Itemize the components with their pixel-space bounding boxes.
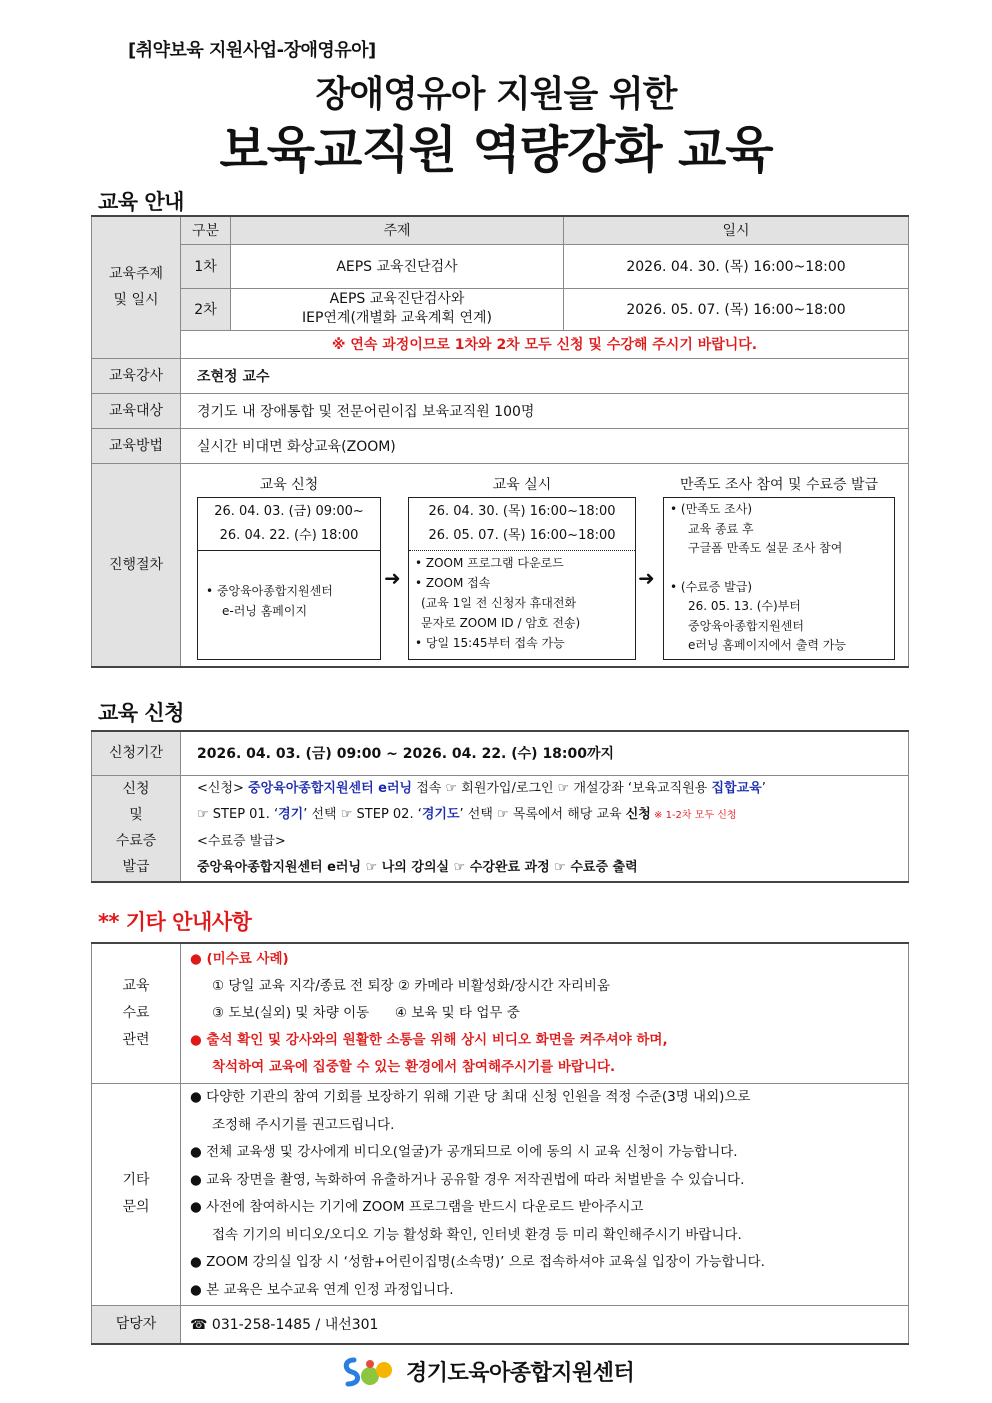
period-label: 신청기간 (92, 731, 181, 775)
apply-steps (181, 775, 909, 882)
apply-line4: 중앙육아종합지원센터 e러닝 ☞ 나의 강의실 ☞ 수강완료 과정 ☞ 수료증 출력 (197, 859, 638, 875)
method: 실시간 비대면 화상교육(ZOOM) (181, 428, 909, 463)
step3-item4: • (수료증 발급) (670, 579, 753, 594)
instructor-label: 교육강사 (92, 358, 181, 393)
instructor: 조현정 교수 (181, 358, 909, 393)
step2-item1: • ZOOM 프로그램 다운로드 (415, 556, 564, 570)
apply-label (92, 775, 181, 882)
completion-content (181, 943, 909, 1083)
apply-line2-c: ’ 선택 ☞ STEP 02. ‘ (303, 806, 422, 822)
bullet-icon: ● (190, 1199, 202, 1215)
col-header-datetime: 일시 (564, 216, 909, 244)
contact-label: 담당자 (92, 1305, 181, 1344)
period: 2026. 04. 03. (금) 09:00 ~ 2026. 04. 22. (수) 18:00까지 (181, 731, 909, 775)
topic-label: 교육주제 및 일시 (92, 216, 181, 358)
org-name: 경기도육아종합지원센터 (406, 1361, 635, 1386)
apply-line2-f: 신청 (625, 806, 651, 822)
bullet-icon: ● (190, 950, 202, 967)
other-note-3: 교육 장면을 촬영, 녹화하여 유출하거나 공유할 경우 저작권법에 따라 처벌받을 수 있습니다. (206, 1171, 745, 1188)
completion-case-2: ③ 도보(실외) 및 차량 이동 ④ 보육 및 타 업무 중 (212, 1004, 520, 1021)
target-label: 교육대상 (92, 393, 181, 428)
topic-2-line1: AEPS 교육진단검사와 (329, 291, 465, 307)
step1-item1: • 중앙육아종합지원센터 (206, 584, 333, 598)
step3-box (663, 497, 895, 660)
step2-item4: 문자로 ZOOM ID / 암호 전송) (421, 616, 581, 630)
other-content (181, 1083, 909, 1305)
apply-line1-a: <신청> (197, 780, 249, 796)
apply-label-3: 수료증 (115, 833, 157, 849)
contact-cell (181, 1305, 909, 1344)
topic-2 (231, 288, 564, 330)
step3-item1: • (만족도 조사) (670, 502, 753, 516)
section-heading-info: 교육 안내 (98, 190, 184, 214)
phone-icon: ☎ (190, 1317, 208, 1334)
bullet-icon: ● (190, 1144, 202, 1160)
apply-line1-d: 집합교육 (711, 780, 762, 796)
step1-date2: 26. 04. 22. (수) 18:00 (219, 528, 359, 543)
round-2: 2차 (181, 288, 231, 330)
bullet-icon: ● (190, 1171, 202, 1188)
step2-item3: (교육 1일 전 신청자 휴대전화 (421, 596, 577, 610)
step2-item5: • 당일 15:45부터 접속 가능 (415, 636, 565, 650)
completion-label (92, 943, 181, 1083)
other-note-1: 다양한 기관의 참여 기회를 보장하기 위해 기관 당 최대 신청 인원을 적정 수준(3명 내외)으로 (206, 1089, 751, 1105)
apply-line3: <수료증 발급> (197, 833, 286, 849)
method-label: 교육방법 (92, 428, 181, 463)
etc-table (91, 942, 909, 1345)
topic-1: AEPS 교육진단검사 (231, 244, 564, 288)
completion-case-1: ① 당일 교육 지각/종료 전 퇴장 ② 카메라 비활성화/장시간 자리비움 (212, 977, 610, 994)
col-header-topic: 주제 (231, 216, 564, 244)
apply-line1-c: 접속 ☞ 회원가입/로그인 ☞ 개설강좌 ‘보육교직원용 (412, 780, 712, 796)
step2-date1: 26. 04. 30. (목) 16:00~18:00 (428, 504, 616, 519)
bullet-icon: ● (190, 1089, 202, 1105)
apply-line2 (197, 802, 908, 829)
step1-date1: 26. 04. 03. (금) 09:00~ (214, 504, 364, 519)
other-note-4: 사전에 참여하시는 기기에 ZOOM 프로그램을 반드시 다운로드 받아주시고 (206, 1199, 644, 1215)
other-label (92, 1083, 181, 1305)
apply-line2-d: 경기도 (421, 806, 460, 822)
other-note-1b: 조정해 주시기를 권고드립니다. (212, 1116, 395, 1133)
apply-label-1: 신청 (122, 781, 150, 797)
apply-line2-b: 경기 (278, 806, 304, 822)
target: 경기도 내 장애통합 및 전문어린이집 보육교직원 100명 (181, 393, 909, 428)
step2-box (408, 497, 636, 660)
step3-item7: e러닝 홈페이지에서 출력 가능 (688, 638, 846, 652)
completion-label-3: 관련 (122, 1031, 150, 1048)
completion-label-1: 교육 (122, 977, 150, 994)
completion-note-1: 출석 확인 및 강사와의 원활한 소통을 위해 상시 비디오 화면을 켜주셔야 하며, (206, 1031, 668, 1048)
step3-title: 만족도 조사 참여 및 수료증 발급 (679, 477, 879, 493)
topic-2-line2: IEP연계(개별화 교육계획 연계) (301, 310, 492, 326)
other-label-2: 문의 (122, 1199, 150, 1215)
other-note-2: 전체 교육생 및 강사에게 비디오(얼굴)가 공개되므로 이에 동의 시 교육 신청이 가능합니다. (206, 1144, 738, 1160)
contact-number: 031-258-1485 / 내선301 (211, 1317, 379, 1334)
datetime-2: 2026. 05. 07. (목) 16:00~18:00 (564, 288, 909, 330)
notice: ※ 연속 과정이므로 1차와 2차 모두 신청 및 수강해 주시기 바랍니다. (181, 330, 909, 358)
step3-item5: 26. 05. 13. (수)부터 (688, 599, 801, 613)
datetime-1: 2026. 04. 30. (목) 16:00~18:00 (564, 244, 909, 288)
col-header-round: 구분 (181, 216, 231, 244)
section-heading-apply: 교육 신청 (98, 701, 184, 725)
step3-item2: 교육 종료 후 (688, 521, 754, 536)
step3-item3: 구글폼 만족도 설문 조사 참여 (688, 541, 843, 555)
step2-item2: • ZOOM 접속 (415, 576, 491, 590)
apply-line2-a: ☞ STEP 01. ‘ (197, 806, 279, 822)
section-heading-etc: ** 기타 안내사항 (98, 910, 252, 934)
page-subtitle: 장애영유아 지원을 위한 (315, 74, 677, 115)
other-note-5: ZOOM 강의실 입장 시 ‘성함+어린이집명(소속명)’ 으로 접속하셔야 교육실 입장이 가능합니다. (206, 1254, 765, 1270)
step1-box (197, 497, 381, 660)
apply-line1 (197, 776, 908, 802)
completion-note-2: 착석하여 교육에 집중할 수 있는 환경에서 참여해주시기를 바랍니다. (212, 1058, 616, 1075)
apply-label-4: 발급 (122, 859, 150, 875)
category-tag: [취약보육 지원사업-장애영유아] (128, 40, 376, 61)
step3-item6: 중앙육아종합지원센터 (688, 618, 804, 633)
round-1: 1차 (181, 244, 231, 288)
apply-line2-g: ※ 1-2차 모두 신청 (650, 809, 737, 821)
completion-case-title: (미수료 사례) (206, 950, 289, 967)
apply-table (91, 730, 909, 883)
apply-label-2: 및 (129, 807, 143, 823)
arrow-icon: ➜ (384, 566, 401, 590)
completion-label-2: 수료 (122, 1004, 150, 1021)
other-note-6: 본 교육은 보수교육 연계 인정 과정입니다. (206, 1281, 454, 1298)
step1-title: 교육 신청 (259, 477, 319, 493)
apply-line1-b: 중앙육아종합지원센터 e러닝 (248, 780, 413, 796)
other-label-1: 기타 (122, 1172, 150, 1188)
bullet-icon: ● (190, 1031, 202, 1048)
step1-item2: e-러닝 홈페이지 (222, 604, 308, 618)
apply-line1-e: ’ (761, 780, 766, 796)
step2-date2: 26. 05. 07. (목) 16:00~18:00 (428, 528, 616, 543)
bullet-icon: ● (190, 1254, 202, 1270)
apply-line2-e: ’ 선택 ☞ 목록에서 해당 교육 (459, 806, 626, 822)
org-logo-icon (340, 1352, 400, 1392)
step2-title: 교육 실시 (492, 477, 552, 493)
arrow-icon: ➜ (638, 566, 655, 590)
page-title: 보육교직원 역량강화 교육 (219, 121, 773, 179)
other-note-4b: 접속 기기의 비디오/오디오 기능 활성화 확인, 인터넷 환경 등 미리 확인해주시기 바랍니다. (212, 1226, 742, 1243)
process-label: 진행절차 (92, 463, 181, 667)
bullet-icon: ● (190, 1281, 202, 1298)
